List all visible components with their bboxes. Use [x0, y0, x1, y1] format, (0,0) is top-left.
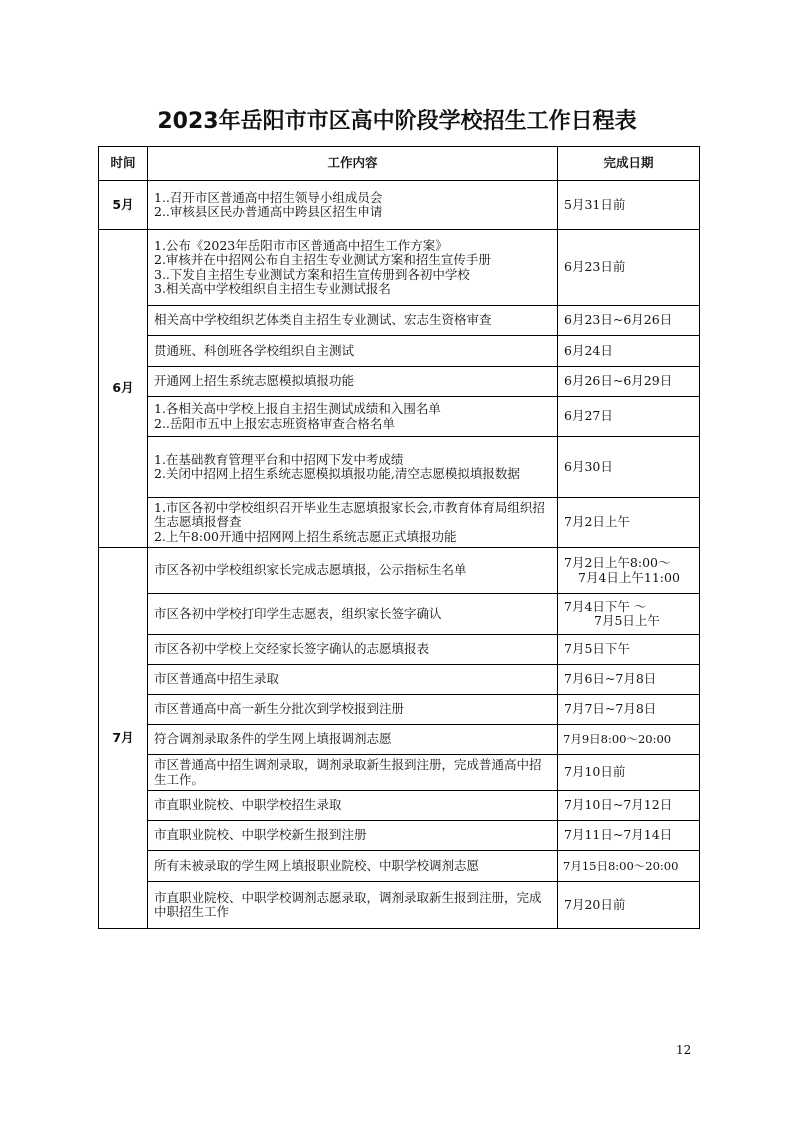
- table-row: [99, 230, 700, 306]
- table-row: [99, 695, 700, 725]
- content-line: 贯通班、科创班各学校组织自主测试: [154, 342, 355, 358]
- content-line: 市区普通高中招生调剂录取，调剂录取新生报到注册，完成普通高中招生工作。: [154, 757, 542, 787]
- content-line: 符合调剂录取条件的学生网上填报调剂志愿: [154, 731, 392, 747]
- date-line: 7月4日下午 ～: [564, 598, 647, 614]
- date-cell: 7月11日~7月14日: [558, 821, 700, 851]
- content-line: 市直职业院校、中职学校招生录取: [154, 797, 342, 813]
- content-cell: [148, 665, 558, 695]
- date-cell: 7月2日上午: [558, 498, 700, 548]
- content-cell: [148, 594, 558, 635]
- content-cell: [148, 725, 558, 755]
- date-cell: 6月27日: [558, 397, 700, 437]
- content-line: 市区普通高中招生录取: [154, 671, 280, 687]
- table-row: [99, 367, 700, 397]
- date-cell: 6月23日~6月26日: [558, 306, 700, 336]
- table-row: [99, 336, 700, 367]
- content-cell: [148, 755, 558, 791]
- table-row: [99, 821, 700, 851]
- header-date: 完成日期: [558, 147, 700, 181]
- page-number: 12: [676, 1043, 692, 1057]
- date-cell: 5月31日前: [558, 181, 700, 230]
- date-line: 7月4日上午11:00: [578, 569, 680, 585]
- table-row: [99, 548, 700, 594]
- table-row: [99, 437, 700, 498]
- content-line: 2.关闭中招网上招生系统志愿模拟填报功能,清空志愿模拟填报数据: [154, 466, 520, 481]
- table-row: [99, 791, 700, 821]
- content-line: 2..岳阳市五中上报宏志班资格审查合格名单: [154, 415, 395, 431]
- content-line: 2.审核并在中招网公布自主招生专业测试方案和招生宣传手册: [154, 252, 491, 267]
- content-line: 1.各相关高中学校上报自主招生测试成绩和入围名单: [154, 401, 441, 416]
- page-title: 2023年岳阳市市区高中阶段学校招生工作日程表: [157, 109, 637, 134]
- content-line: 市直职业院校、中职学校调剂志愿录取，调剂录取新生报到注册，完成中职招生工作: [154, 889, 542, 919]
- content-cell: [148, 397, 558, 437]
- date-cell: [558, 548, 700, 594]
- date-cell: 7月6日~7月8日: [558, 665, 700, 695]
- content-cell: [148, 336, 558, 367]
- table-row: [99, 594, 700, 635]
- content-line: 市区各初中学校打印学生志愿表，组织家长签字确认: [154, 605, 442, 621]
- table-row: [99, 635, 700, 665]
- table-row: [99, 665, 700, 695]
- content-cell: [148, 230, 558, 306]
- content-line: 相关高中学校组织艺体类自主招生专业测试、宏志生资格审查: [154, 312, 492, 328]
- content-line: 市直职业院校、中职学校新生报到注册: [154, 827, 367, 843]
- table-row: [99, 755, 700, 791]
- content-cell: [148, 791, 558, 821]
- content-line: 2.上午8:00开通中招网网上招生系统志愿正式填报功能: [154, 528, 457, 544]
- table-row: [99, 725, 700, 755]
- month-cell-july: 7月: [99, 548, 148, 929]
- date-cell: 7月10日~7月12日: [558, 791, 700, 821]
- content-line: 市区各初中学校上交经家长签字确认的志愿填报表: [154, 641, 430, 657]
- content-cell: [148, 851, 558, 882]
- date-cell: 7月15日8:00～20:00: [558, 851, 700, 882]
- table-row: [99, 397, 700, 437]
- header-time: 时间: [99, 147, 148, 181]
- content-cell: [148, 821, 558, 851]
- content-line: 1..召开市区普通高中招生领导小组成员会: [154, 189, 383, 205]
- table-header-row: [99, 147, 700, 181]
- date-cell: 7月7日~7月8日: [558, 695, 700, 725]
- content-cell: [148, 635, 558, 665]
- content-cell: [148, 695, 558, 725]
- month-cell-june: 6月: [99, 230, 148, 548]
- date-cell: 6月24日: [558, 336, 700, 367]
- header-content: 工作内容: [148, 147, 558, 181]
- date-cell: 6月23日前: [558, 230, 700, 306]
- date-line: 7月2日上午8:00～: [564, 555, 671, 570]
- date-cell: 7月9日8:00～20:00: [558, 725, 700, 755]
- content-cell: [148, 367, 558, 397]
- content-line: 市区普通高中高一新生分批次到学校报到注册: [154, 701, 405, 717]
- table-row: [99, 851, 700, 882]
- content-cell: [148, 306, 558, 336]
- content-cell: [148, 181, 558, 230]
- content-line: 市区各初中学校组织家长完成志愿填报，公示指标生名单: [154, 562, 467, 578]
- content-line: 所有未被录取的学生网上填报职业院校、中职学校调剂志愿: [154, 857, 480, 873]
- date-cell: 7月10日前: [558, 755, 700, 791]
- content-line: 开通网上招生系统志愿模拟填报功能: [154, 373, 355, 389]
- content-line: 3..下发自主招生专业测试方案和招生宣传册到各初中学校: [154, 266, 470, 282]
- content-cell: [148, 882, 558, 929]
- content-cell: [148, 437, 558, 498]
- schedule-table: [98, 146, 700, 929]
- content-cell: [148, 548, 558, 594]
- content-line: 1.在基础教育管理平台和中招网下发中考成绩: [154, 451, 404, 467]
- month-cell-may: 5月: [99, 181, 148, 230]
- table-row: [99, 306, 700, 336]
- content-cell: [148, 498, 558, 548]
- content-line: 3.相关高中学校组织自主招生专业测试报名: [154, 281, 391, 296]
- content-line: 1.公布《2023年岳阳市市区普通高中招生工作方案》: [154, 237, 448, 253]
- table-row: [99, 498, 700, 548]
- content-line: 1.市区各初中学校组织召开毕业生志愿填报家长会,市教育体育局组织招生志愿填报督查: [154, 499, 545, 530]
- date-cell: 7月5日下午: [558, 635, 700, 665]
- content-line: 2..审核县区民办普通高中跨县区招生申请: [154, 204, 383, 219]
- date-cell: [558, 594, 700, 635]
- date-cell: 7月20日前: [558, 882, 700, 929]
- date-cell: 6月26日~6月29日: [558, 367, 700, 397]
- table-row: [99, 882, 700, 929]
- date-line: 7月5日上午: [594, 613, 660, 628]
- table-row: [99, 181, 700, 230]
- date-cell: 6月30日: [558, 437, 700, 498]
